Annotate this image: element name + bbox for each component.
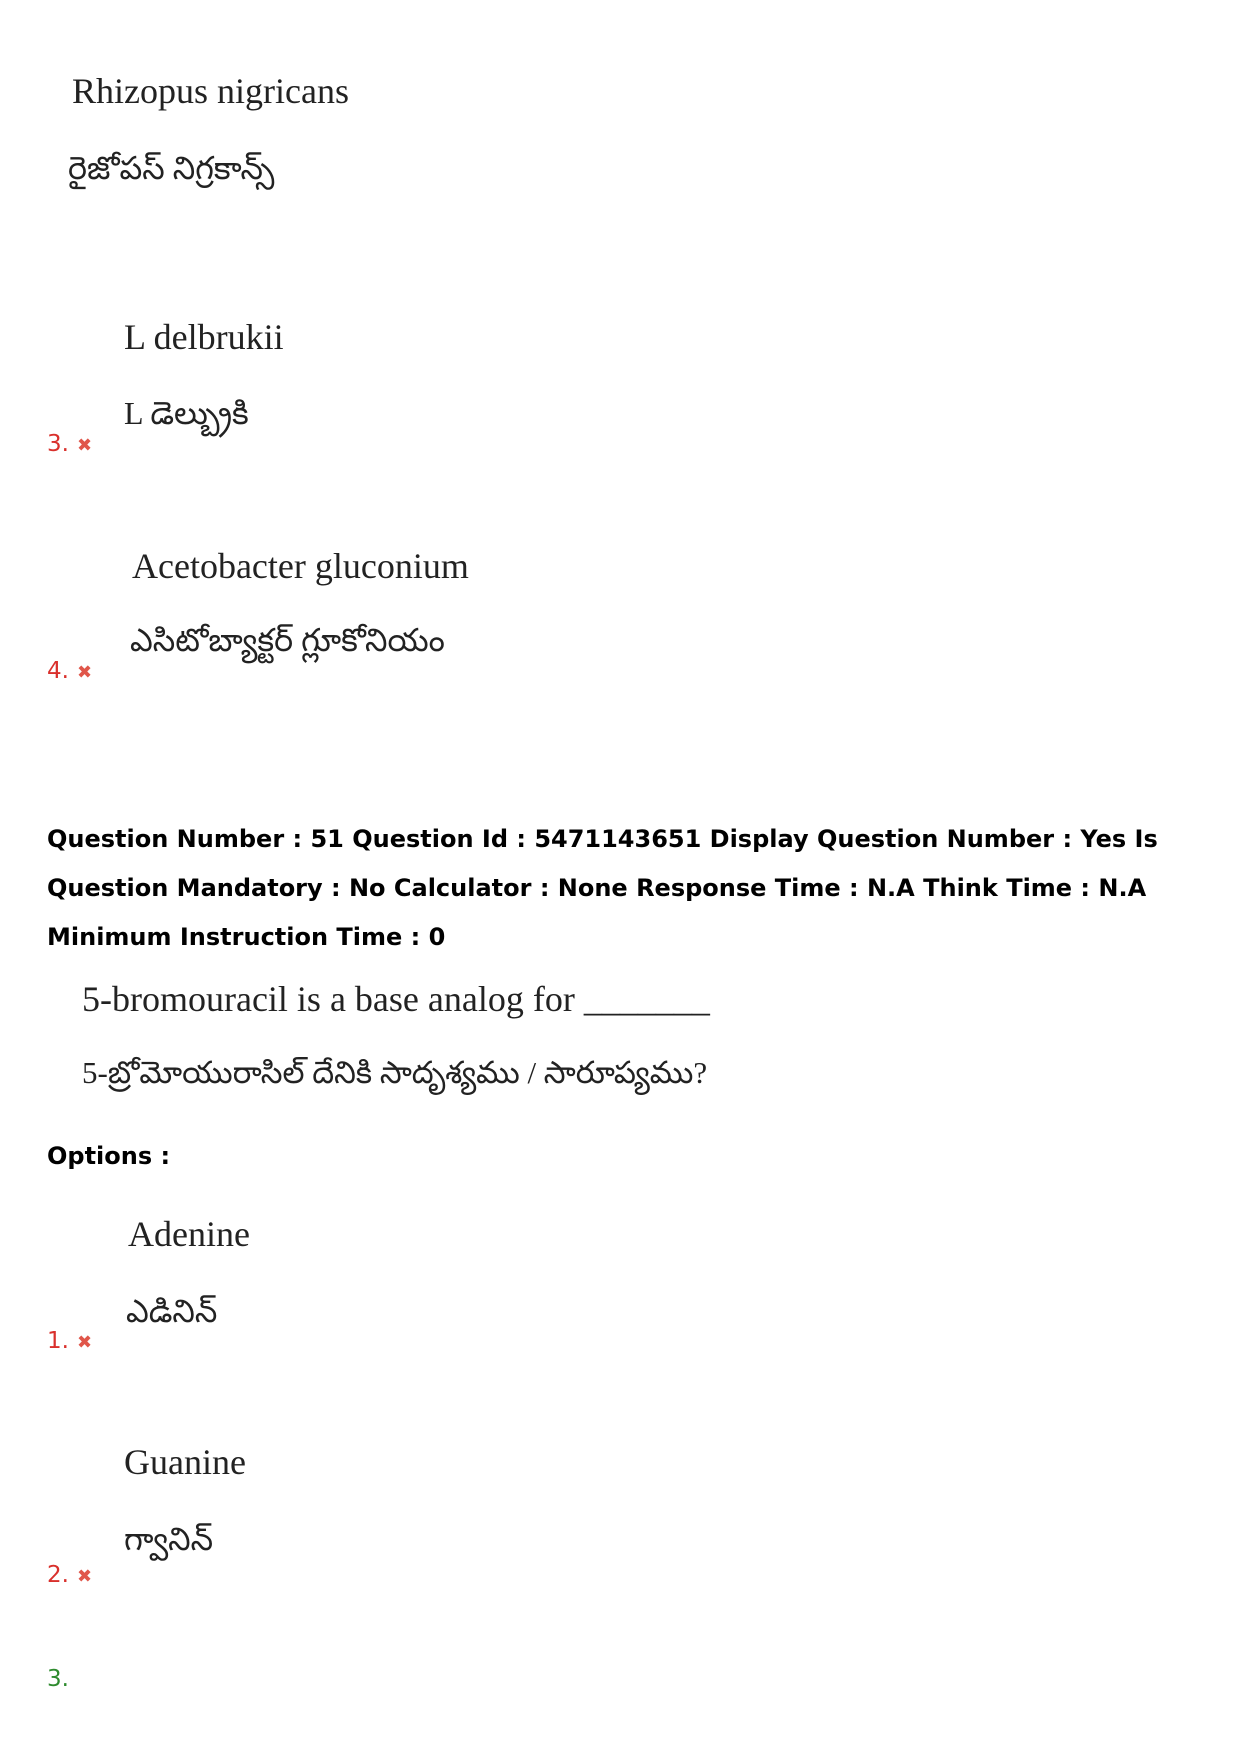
question-text-english: 5-bromouracil is a base analog for _______: [82, 979, 710, 1019]
option-number-label: 2.: [47, 1562, 69, 1588]
prev-option-4-telugu: ఎసిటోబ్యాక్టర్ గ్లూకోనియం: [130, 622, 445, 658]
prev-option-2-english: Rhizopus nigricans: [72, 71, 349, 111]
option-1-telugu: ఎడినిన్: [126, 1293, 218, 1329]
cross-icon: ✖: [76, 1332, 93, 1353]
prev-option-3-telugu: L డెల్బ్రుకి: [124, 395, 249, 431]
prev-option-2-telugu: రైజోపస్ నిగ్రకాన్స్: [68, 150, 275, 186]
prev-option-3-number: [47, 431, 92, 457]
question-meta: Question Number : 51 Question Id : 5471143651 Display Question Number : Yes Is Question Mandatory : No Calculator : None Response Time : N.A Think Time : N.A Minimum Instruction Time : 0: [47, 825, 1158, 951]
cross-icon: ✖: [76, 1566, 93, 1587]
prev-option-3-english: L delbrukii: [124, 317, 284, 357]
cross-icon: ✖: [76, 435, 93, 456]
cross-icon: ✖: [76, 662, 93, 683]
option-2-number: [47, 1562, 92, 1588]
option-1-english: Adenine: [128, 1214, 250, 1254]
prev-option-4-number: [47, 658, 92, 684]
option-number-label: 3.: [47, 431, 69, 457]
option-number-label: 1.: [47, 1328, 69, 1354]
option-2-telugu: గ్వానిన్: [124, 1521, 214, 1557]
question-text-telugu: 5-బ్రోమోయురాసిల్ దేనికి సాదృశ్యము / సారూప్యము?: [82, 1055, 708, 1090]
options-label: Options :: [47, 1142, 171, 1170]
option-3-number: 3.: [47, 1666, 69, 1692]
option-2-english: Guanine: [124, 1442, 246, 1482]
option-number-label: 4.: [47, 658, 69, 684]
prev-option-4-english: Acetobacter gluconium: [132, 546, 469, 586]
option-1-number: [47, 1328, 92, 1354]
